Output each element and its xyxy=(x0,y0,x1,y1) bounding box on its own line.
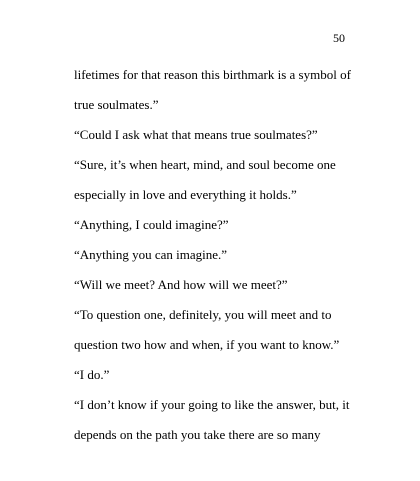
text-line: question two how and when, if you want to know.” xyxy=(74,337,340,352)
text-line: lifetimes for that reason this birthmark is a symbol of xyxy=(74,67,351,82)
text-line: true soulmates.” xyxy=(74,97,159,112)
page-number: 50 xyxy=(333,31,345,45)
text-line: “Will we meet? And how will we meet?” xyxy=(74,277,288,292)
text-line: especially in love and everything it holds.” xyxy=(74,187,297,202)
page-body xyxy=(74,68,374,458)
text-line: “I do.” xyxy=(74,367,110,382)
text-line: “Sure, it’s when heart, mind, and soul become one xyxy=(74,157,336,172)
text-line: depends on the path you take there are so many xyxy=(74,427,321,442)
text-line: “Anything you can imagine.” xyxy=(74,247,228,262)
text-line: “Anything, I could imagine?” xyxy=(74,217,229,232)
text-line: “Could I ask what that means true soulmates?” xyxy=(74,127,318,142)
text-line: “I don’t know if your going to like the answer, but, it xyxy=(74,397,350,412)
text-line: “To question one, definitely, you will meet and to xyxy=(74,307,332,322)
